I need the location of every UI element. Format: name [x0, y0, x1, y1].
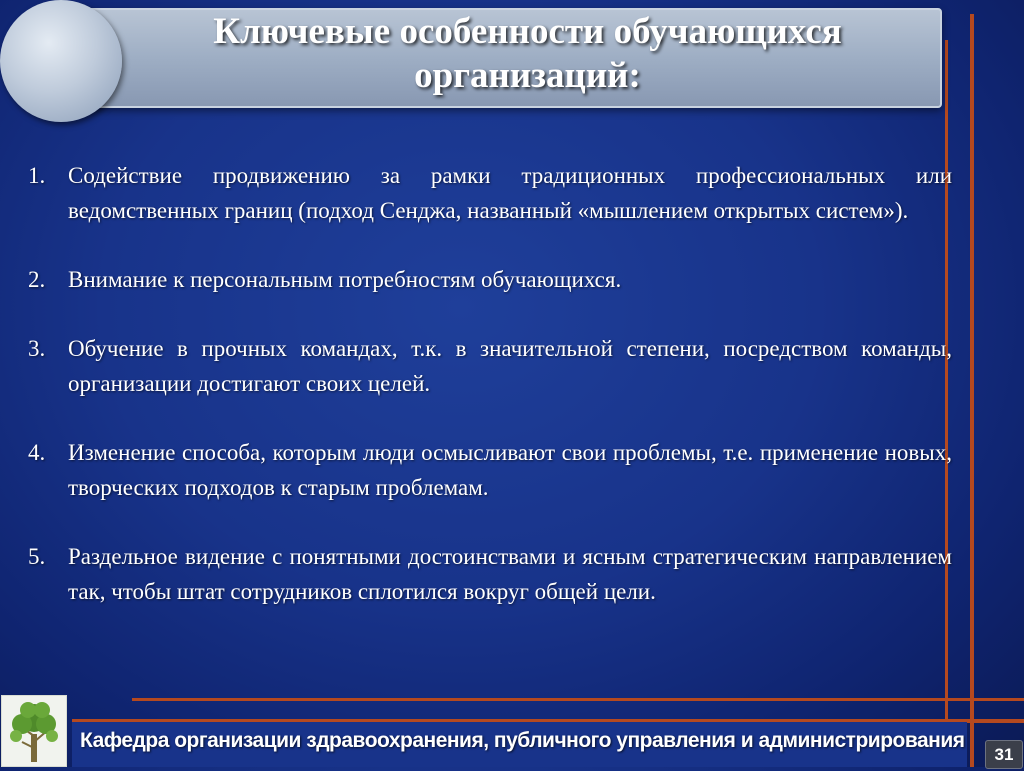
list-item — [28, 158, 952, 228]
list-item-number: 5. — [28, 544, 46, 569]
list-item-number: 4. — [28, 440, 46, 465]
slide-title-line-2: организаций: — [414, 55, 641, 96]
list-item-number: 1. — [28, 163, 46, 188]
list-item-text: Внимание к персональным потребностям обучающихся. — [68, 267, 622, 292]
tree-logo-icon — [1, 695, 67, 767]
list-item-number: 2. — [28, 267, 46, 292]
features-list — [28, 158, 952, 643]
slide-title — [120, 10, 935, 98]
list-item — [28, 539, 952, 609]
footer-department: Кафедра организации здравоохранения, публичного управления и администрирования — [80, 729, 965, 752]
slide-title-line-1: Ключевые особенности обучающихся — [213, 11, 842, 52]
list-item — [28, 262, 952, 297]
list-item-text: Содействие продвижению за рамки традиционных профессиональных или ведомственных границ (подход Сенджа, названный «мышлением открытых систем»). — [68, 163, 952, 223]
list-item-number: 3. — [28, 336, 46, 361]
list-item-text: Изменение способа, которым люди осмысливают свои проблемы, т.е. применение новых, творческих подходов к старым проблемам. — [68, 440, 952, 500]
list-item-text: Раздельное видение с понятными достоинствами и ясным стратегическим направлением так, чтобы штат сотрудников сплотился вокруг общей цели. — [68, 544, 952, 604]
list-item — [28, 331, 952, 401]
list-item — [28, 435, 952, 505]
title-circle-decor — [0, 0, 122, 122]
list-item-text: Обучение в прочных командах, т.к. в значительной степени, посредством команды, организации достигают своих целей. — [68, 336, 952, 396]
decor-vertical-line-2 — [970, 14, 974, 767]
tree-logo-icon-svg — [2, 696, 66, 766]
decor-horizontal-line-1 — [132, 698, 1024, 701]
page-number-badge: 31 — [985, 740, 1023, 769]
